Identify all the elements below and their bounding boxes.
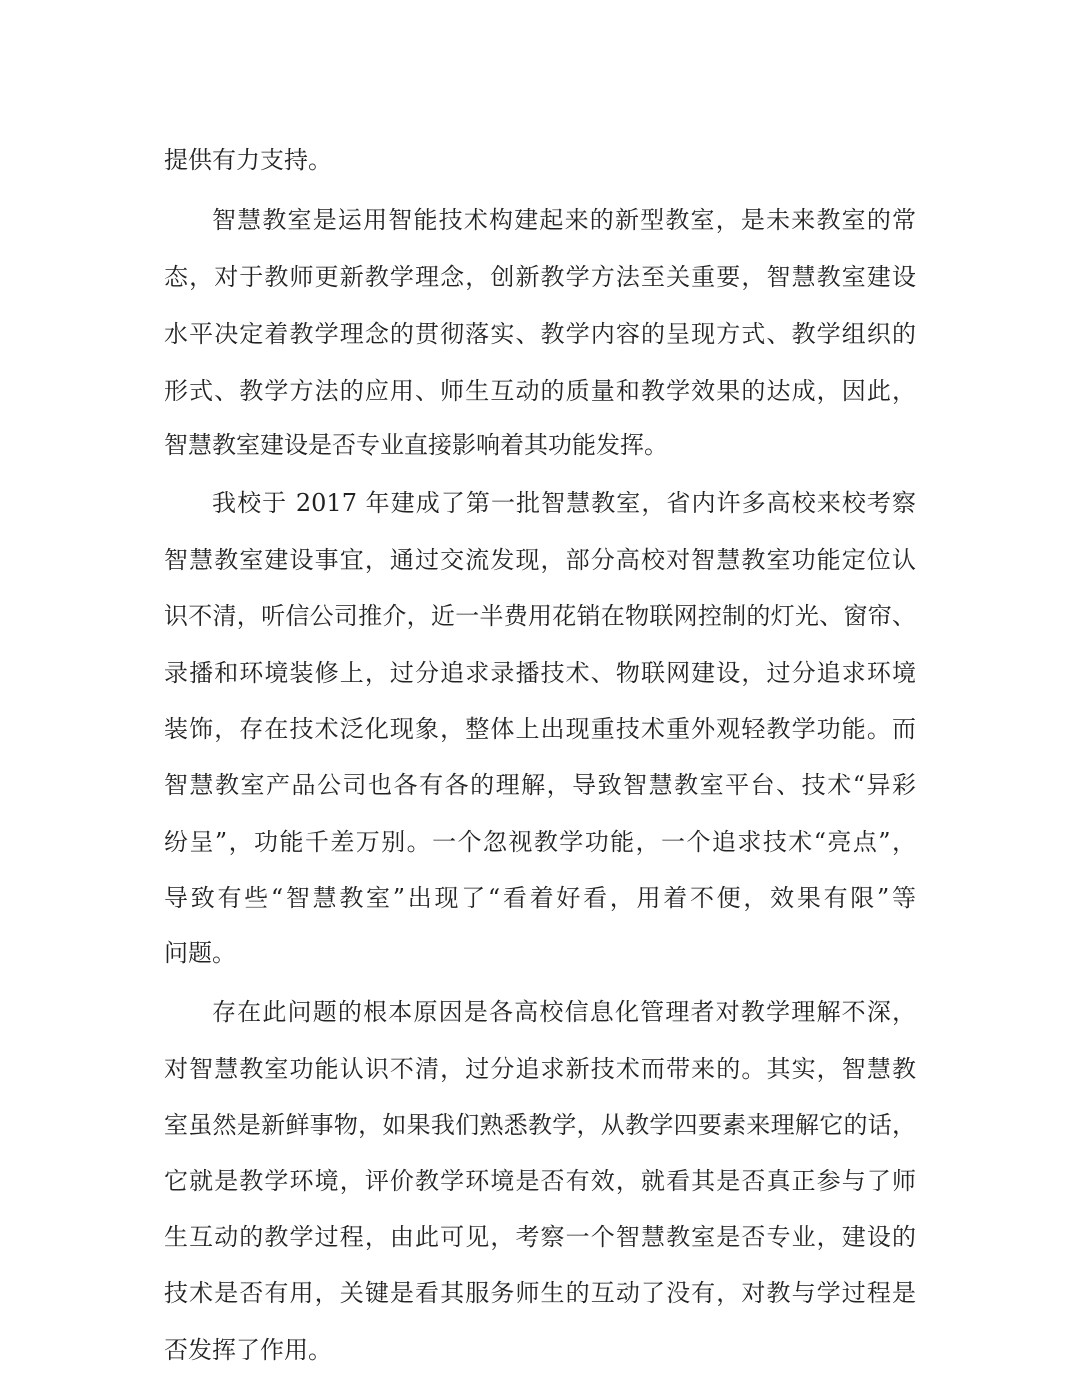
- paragraph-2-line-2: 态，对于教师更新教学理念，创新教学方法至关重要，智慧教室建设: [164, 263, 916, 291]
- paragraph-4-line-6: 技术是否有用，关键是看其服务师生的互动了没有，对教与学过程是: [164, 1279, 916, 1307]
- paragraph-1-line-1: 提供有力支持。: [164, 146, 332, 174]
- paragraph-3-line-7: 纷呈”，功能千差万别。一个忽视教学功能，一个追求技术“亮点”，: [164, 828, 916, 856]
- paragraph-4-line-1: 存在此问题的根本原因是各高校信息化管理者对教学理解不深，: [212, 998, 916, 1026]
- paragraph-3-line-1: 我校于 2017 年建成了第一批智慧教室，省内许多高校来校考察: [212, 489, 916, 517]
- paragraph-2-line-5: 智慧教室建设是否专业直接影响着其功能发挥。: [164, 431, 668, 459]
- paragraph-2-line-1: 智慧教室是运用智能技术构建起来的新型教室，是未来教室的常: [212, 206, 916, 234]
- paragraph-3-line-2: 智慧教室建设事宜，通过交流发现，部分高校对智慧教室功能定位认: [164, 546, 916, 574]
- paragraph-2-line-4: 形式、教学方法的应用、师生互动的质量和教学效果的达成，因此，: [164, 377, 916, 405]
- paragraph-3-line-6: 智慧教室产品公司也各有各的理解，导致智慧教室平台、技术“异彩: [164, 771, 916, 799]
- paragraph-2-line-3: 水平决定着教学理念的贯彻落实、教学内容的呈现方式、教学组织的: [164, 320, 916, 348]
- paragraph-3-line-4: 录播和环境装修上，过分追求录播技术、物联网建设，过分追求环境: [164, 659, 916, 687]
- paragraph-4-line-5: 生互动的教学过程，由此可见，考察一个智慧教室是否专业，建设的: [164, 1223, 916, 1251]
- paragraph-4-line-2: 对智慧教室功能认识不清，过分追求新技术而带来的。其实，智慧教: [164, 1055, 916, 1083]
- paragraph-4-line-3: 室虽然是新鲜事物，如果我们熟悉教学，从教学四要素来理解它的话，: [164, 1111, 916, 1139]
- paragraph-4-line-4: 它就是教学环境，评价教学环境是否有效，就看其是否真正参与了师: [164, 1167, 916, 1195]
- paragraph-3-line-3: 识不清，听信公司推介，近一半费用花销在物联网控制的灯光、窗帘、: [164, 602, 916, 630]
- paragraph-3-line-5: 装饰，存在技术泛化现象，整体上出现重技术重外观轻教学功能。而: [164, 715, 916, 743]
- paragraph-3-line-8: 导致有些“智慧教室”出现了“看着好看，用着不便，效果有限”等: [164, 884, 916, 912]
- paragraph-4-line-7: 否发挥了作用。: [164, 1336, 332, 1364]
- paragraph-3-line-9: 问题。: [164, 939, 236, 967]
